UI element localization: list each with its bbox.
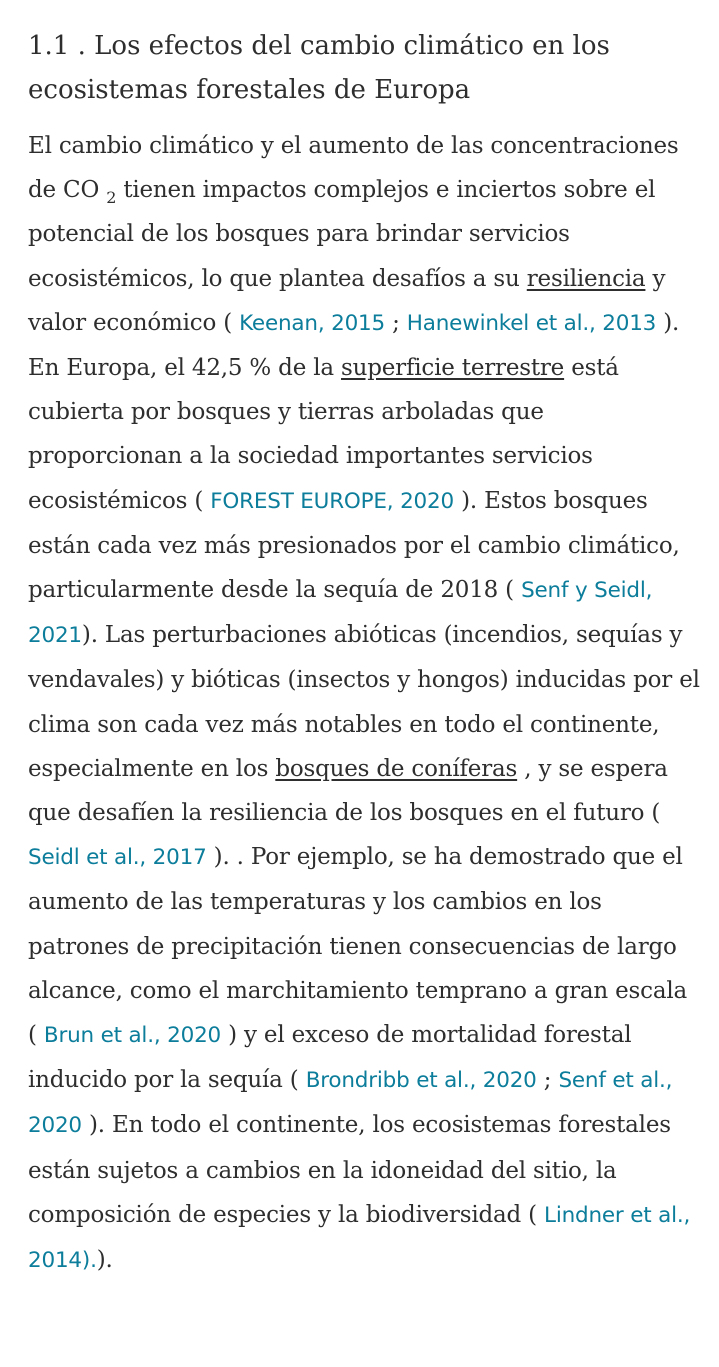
text-segment: tienen impactos complejos e inciertos sobre el potencial de los bosques para brindar servicios ecosistémicos, lo que plantea desafíos a su bbox=[28, 177, 656, 292]
article-section bbox=[28, 24, 700, 1283]
text-segment: ). En Europa, el 42,5 % de la bbox=[28, 309, 680, 382]
term-link-bosques-de-coniferas[interactable]: bosques de coníferas bbox=[275, 755, 518, 782]
citation-link-keenan-2015[interactable]: Keenan, 2015 bbox=[239, 310, 386, 336]
citation-link-brondribb-2020[interactable]: Brondribb et al., 2020 bbox=[305, 1068, 537, 1094]
text-segment: ; bbox=[536, 1067, 559, 1094]
citation-link-brun-2020[interactable]: Brun et al., 2020 bbox=[43, 1023, 222, 1049]
text-segment: ). Estos bosques están cada vez más presionados por el cambio climático, particularmente desde la sequía de 2018 ( bbox=[28, 487, 680, 604]
co2-subscript: 2 bbox=[106, 188, 117, 208]
term-link-superficie-terrestre[interactable]: superficie terrestre bbox=[341, 355, 565, 382]
text-segment: ). En todo el continente, los ecosistemas forestales están sujetos a cambios en la idoneidad del sitio, la composición de especies y la biodiversidad ( bbox=[28, 1112, 671, 1228]
section-number: 1.1 bbox=[28, 31, 70, 61]
body-paragraph bbox=[28, 124, 700, 1283]
citation-link-seidl-2017[interactable]: Seidl et al., 2017 bbox=[28, 845, 207, 871]
text-segment: ). bbox=[96, 1247, 113, 1274]
citation-link-senf-2020[interactable]: Senf et al., 2020 bbox=[28, 1068, 673, 1139]
text-segment: ). Las perturbaciones abióticas (incendios, sequías y vendavales) y bióticas (insectos y hongos) inducidas por el clima son cada vez más notables en todo el continente, especialmente en los bbox=[28, 622, 700, 782]
text-segment: y valor económico ( bbox=[28, 265, 666, 336]
text-segment: ) y el exceso de mortalidad forestal inducido por la sequía ( bbox=[28, 1022, 632, 1094]
citation-link-lindner-2014[interactable]: Lindner et al., 2014). bbox=[28, 1202, 691, 1274]
citation-link-senf-seidl-2021[interactable]: Senf y Seidl, 2021 bbox=[28, 578, 653, 649]
term-link-resiliencia[interactable]: resiliencia bbox=[526, 265, 646, 292]
text-segment: ). . Por ejemplo, se ha demostrado que el aumento de las temperaturas y los cambios en los patrones de precipitación tienen consecuencias de largo alcance, como el marchitamiento temprano a gran escala ( bbox=[28, 844, 687, 1049]
section-heading: 1.1 . Los efectos del cambio climático en los ecosistemas forestales de Europa bbox=[28, 31, 610, 105]
section-title: Los efectos del cambio climático en los ecosistemas forestales de Europa bbox=[28, 31, 610, 105]
text-segment: ; bbox=[385, 309, 407, 336]
text-segment: El cambio climático y el aumento de las concentraciones de CO bbox=[28, 133, 679, 204]
text-segment: está cubierta por bosques y tierras arboladas que proporcionan a la sociedad importantes servicios ecosistémicos ( bbox=[28, 355, 619, 514]
citation-link-forest-europe-2020[interactable]: FOREST EUROPE, 2020 bbox=[210, 488, 454, 514]
citation-link-hanewinkel-2013[interactable]: Hanewinkel et al., 2013 bbox=[406, 310, 657, 336]
text-segment: , y se espera que desafíen la resiliencia de los bosques en el futuro ( bbox=[28, 755, 668, 827]
